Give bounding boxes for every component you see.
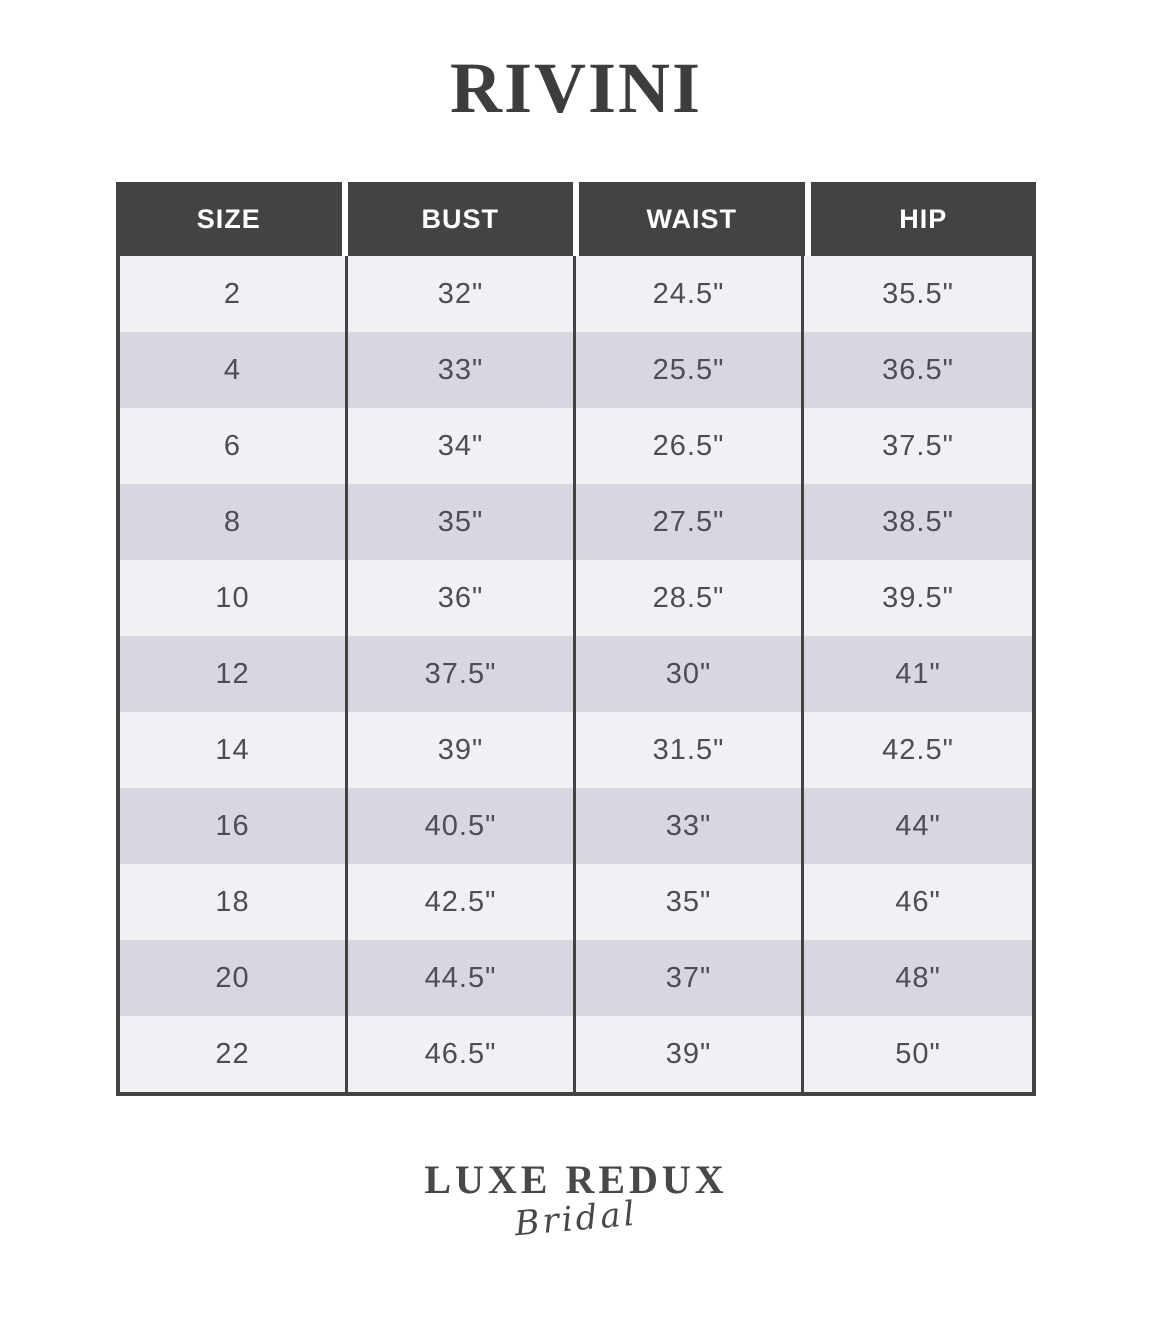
table-row-size-14 bbox=[120, 712, 1032, 788]
logo-script-bridal: Bridal bbox=[512, 1193, 640, 1245]
brand-title: RIVINI bbox=[449, 48, 703, 128]
bust-cell: 35" bbox=[348, 484, 576, 560]
hip-cell: 36.5" bbox=[882, 353, 954, 386]
size-cell: 10 bbox=[120, 560, 348, 636]
bust-cell: 34" bbox=[348, 408, 576, 484]
size-cell: 6 bbox=[120, 408, 348, 484]
hip-cell: 46" bbox=[895, 885, 941, 918]
table-row-size-10 bbox=[120, 560, 1032, 636]
table-header-row bbox=[116, 182, 1036, 256]
bust-cell: 44.5" bbox=[348, 940, 576, 1016]
waist-cell: 24.5" bbox=[576, 256, 804, 332]
header-bust: BUST bbox=[348, 182, 574, 256]
waist-cell: 31.5" bbox=[576, 712, 804, 788]
size-cell: 14 bbox=[120, 712, 348, 788]
waist-cell: 35" bbox=[576, 864, 804, 940]
bust-cell: 33" bbox=[348, 332, 576, 408]
luxe-redux-bridal-logo bbox=[0, 1157, 1152, 1245]
table-row-size-4 bbox=[120, 332, 1032, 408]
table-row-size-8 bbox=[120, 484, 1032, 560]
size-cell: 4 bbox=[120, 332, 348, 408]
hip-cell: 42.5" bbox=[882, 733, 954, 766]
bust-cell: 36" bbox=[348, 560, 576, 636]
table-row-size-16 bbox=[120, 788, 1032, 864]
size-cell: 8 bbox=[120, 484, 348, 560]
hip-cell: 44" bbox=[895, 809, 941, 842]
hip-cell: 38.5" bbox=[882, 505, 954, 538]
table-row-size-12 bbox=[120, 636, 1032, 712]
size-cell: 20 bbox=[120, 940, 348, 1016]
bust-cell: 37.5" bbox=[348, 636, 576, 712]
bust-cell: 40.5" bbox=[348, 788, 576, 864]
table-body bbox=[116, 256, 1036, 1096]
bust-cell: 42.5" bbox=[348, 864, 576, 940]
table-row-size-18 bbox=[120, 864, 1032, 940]
size-cell: 12 bbox=[120, 636, 348, 712]
waist-cell: 28.5" bbox=[576, 560, 804, 636]
table-row-size-6 bbox=[120, 408, 1032, 484]
table-row-size-20 bbox=[120, 940, 1032, 1016]
header-size: SIZE bbox=[116, 182, 342, 256]
size-cell: 22 bbox=[120, 1016, 348, 1092]
logo-wordmark: LUXE REDUX bbox=[424, 1157, 728, 1202]
waist-cell: 30" bbox=[576, 636, 804, 712]
hip-cell: 41" bbox=[895, 657, 941, 690]
hip-cell: 35.5" bbox=[882, 277, 954, 310]
size-chart-table bbox=[116, 182, 1036, 1096]
bust-cell: 32" bbox=[348, 256, 576, 332]
bust-cell: 39" bbox=[348, 712, 576, 788]
hip-cell: 48" bbox=[895, 961, 941, 994]
header-waist: WAIST bbox=[579, 182, 805, 256]
size-cell: 16 bbox=[120, 788, 348, 864]
waist-cell: 25.5" bbox=[576, 332, 804, 408]
waist-cell: 37" bbox=[576, 940, 804, 1016]
size-cell: 18 bbox=[120, 864, 348, 940]
waist-cell: 33" bbox=[576, 788, 804, 864]
table-row-size-2 bbox=[120, 256, 1032, 332]
hip-cell: 39.5" bbox=[882, 581, 954, 614]
table-row-size-22 bbox=[120, 1016, 1032, 1092]
waist-cell: 39" bbox=[576, 1016, 804, 1092]
hip-cell: 50" bbox=[895, 1037, 941, 1070]
header-hip: HIP bbox=[811, 182, 1037, 256]
hip-cell: 37.5" bbox=[882, 429, 954, 462]
waist-cell: 26.5" bbox=[576, 408, 804, 484]
bust-cell: 46.5" bbox=[348, 1016, 576, 1092]
size-cell: 2 bbox=[120, 256, 348, 332]
waist-cell: 27.5" bbox=[576, 484, 804, 560]
